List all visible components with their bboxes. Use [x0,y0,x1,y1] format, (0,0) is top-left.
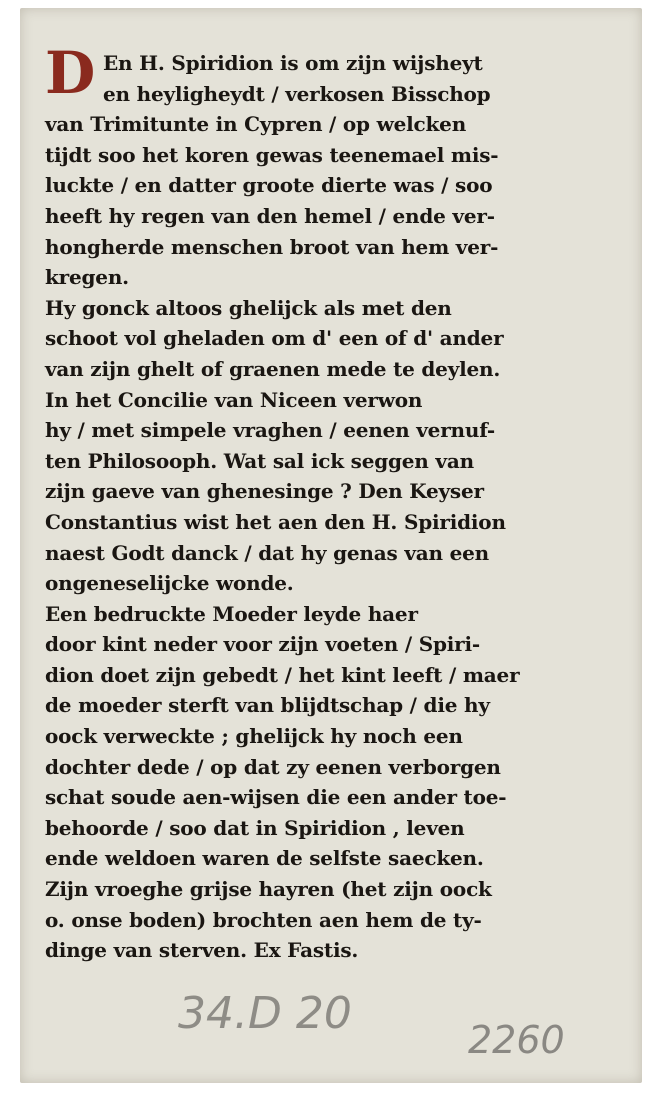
text-line: tijdt soo het koren gewas teenemael mis- [45,142,499,167]
text-line: door kint neder voor zijn voeten / Spiri- [45,632,481,657]
text-line: zijn gaeve van ghenesinge ? Den Keyser [45,479,484,504]
pencil-number: 2260 [468,1018,565,1062]
text-line: En H. Spiridion is om zijn wijsheyt [103,51,483,75]
text-line: Zijn vroeghe grijse hayren (het zijn oock [45,877,492,902]
text-line: ongeneselijcke wonde. [45,571,294,596]
text-line: ende weldoen waren de selfste saecken. [45,846,484,871]
text-line: hy / met simpele vraghen / eenen vernuf- [45,418,496,443]
text-line: behoorde / soo dat in Spiridion , leven [45,815,465,840]
pencil-shelfmark: 34.D 20 [178,988,352,1039]
text-line: kregen. [45,265,129,290]
text-line: Hy gonck altoos ghelijck als met den [45,295,452,320]
text-line: dinge van sterven. Ex Fastis. [45,938,359,963]
drop-cap: D [45,39,96,107]
text-line: ten Philosooph. Wat sal ick seggen van [45,448,474,473]
text-line: Constantius wist het aen den H. Spiridion [45,509,506,534]
text-line: luckte / en datter groote dierte was / soo [45,173,493,198]
text-line: dochter dede / op dat zy eenen verborgen [45,754,501,779]
text-line: heeft hy regen van den hemel / ende ver- [45,203,495,228]
text-line: en heyligheydt / verkosen Bisschop [103,81,491,106]
text-line: van Trimitunte in Cypren / op welcken [45,112,467,137]
text-line: hongherde menschen broot van hem ver- [45,234,499,259]
text-line: oock verweckte ; ghelijck hy noch een [45,724,463,749]
text-line: dion doet zijn gebedt / het kint leeft / maer [45,662,520,687]
text-line: van zijn ghelt of graenen mede te deylen. [45,356,501,381]
text-line: schoot vol gheladen om d' een of d' ander [45,326,504,351]
text-line: de moeder sterft van blijdtschap / die hy [45,693,490,718]
document-body [45,48,585,966]
text-line: schat soude aen-wijsen die een ander toe- [45,785,507,810]
text-line: In het Concilie van Niceen verwon [45,387,423,412]
text-line: Een bedruckte Moeder leyde haer [45,601,418,626]
text-line: naest Godt danck / dat hy genas van een [45,540,490,565]
text-line: o. onse boden) brochten aen hem de ty- [45,907,482,932]
